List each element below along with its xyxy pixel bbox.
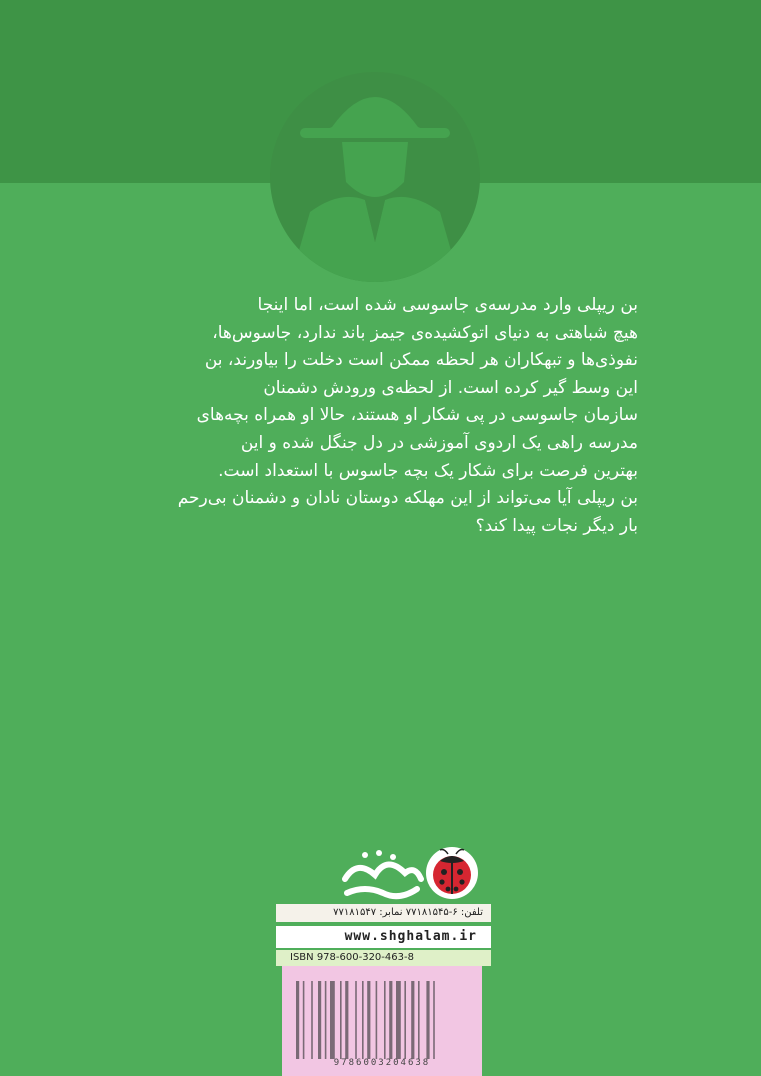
barcode-bar [345, 981, 348, 1059]
blurb-line: بن ریپلی وارد مدرسه‌ی جاسوسی شده است، اما اینجا [257, 295, 638, 315]
blurb-line: بهترین فرصت برای شکار یک بچه جاسوس با استعداد است. [218, 460, 638, 481]
blurb-line: بار دیگر نجات پیدا کند؟ [475, 515, 638, 536]
barcode-bar [389, 981, 392, 1059]
barcode-bar [384, 981, 386, 1059]
barcode-bar [418, 981, 420, 1059]
barcode-bar [376, 981, 378, 1059]
blurb-line: هیچ شباهتی به دنیای اتوکشیده‌ی جیمز باند ندارد، جاسوس‌ها، [212, 322, 638, 343]
barcode-digits: 9786003204638 [333, 1058, 431, 1068]
barcode-bar [426, 981, 429, 1059]
barcode [294, 976, 470, 1068]
barcode-label [282, 966, 482, 1076]
ladybug-icon [424, 845, 480, 901]
barcode-bar [340, 981, 342, 1059]
barcode-bar [330, 981, 335, 1059]
barcode-bar [362, 981, 364, 1059]
barcode-bar [303, 981, 305, 1059]
back-cover-blurb [118, 292, 638, 540]
publisher-website: www.shghalam.ir [276, 926, 491, 948]
barcode-bar [318, 981, 321, 1059]
barcode-bar [404, 981, 406, 1059]
blurb-line: مدرسه راهی یک اردوی آموزشی در دل جنگل شده و این [240, 432, 638, 453]
barcode-bar [325, 981, 327, 1059]
blurb-line: این وسط گیر کرده است. از لحظه‌ی ورودش دشمنان [263, 377, 638, 398]
blurb-line: سازمان جاسوسی در پی شکار او هستند، حالا او همراه بچه‌های [196, 405, 638, 426]
barcode-bar [311, 981, 313, 1059]
publisher-contact: تلفن: ۶-۷۷۱۸۱۵۴۵ نمابر: ۷۷۱۸۱۵۴۷ [276, 904, 491, 922]
blurb-line: نفوذی‌ها و تبهکاران هر لحظه ممکن است دخلت را بیاورند، بن [204, 350, 638, 371]
isbn: ISBN 978-600-320-463-8 [276, 950, 491, 966]
blurb-line: بن ریپلی آیا می‌تواند از این مهلکه دوستان نادان و دشمنان بی‌رحم [177, 488, 638, 509]
barcode-bar [296, 981, 299, 1059]
barcode-bar [433, 981, 435, 1059]
barcode-bar [355, 981, 357, 1059]
barcode-bar [411, 981, 414, 1059]
spy-silhouette-icon [270, 72, 480, 282]
barcode-bar [396, 981, 401, 1059]
barcode-bar [367, 981, 370, 1059]
